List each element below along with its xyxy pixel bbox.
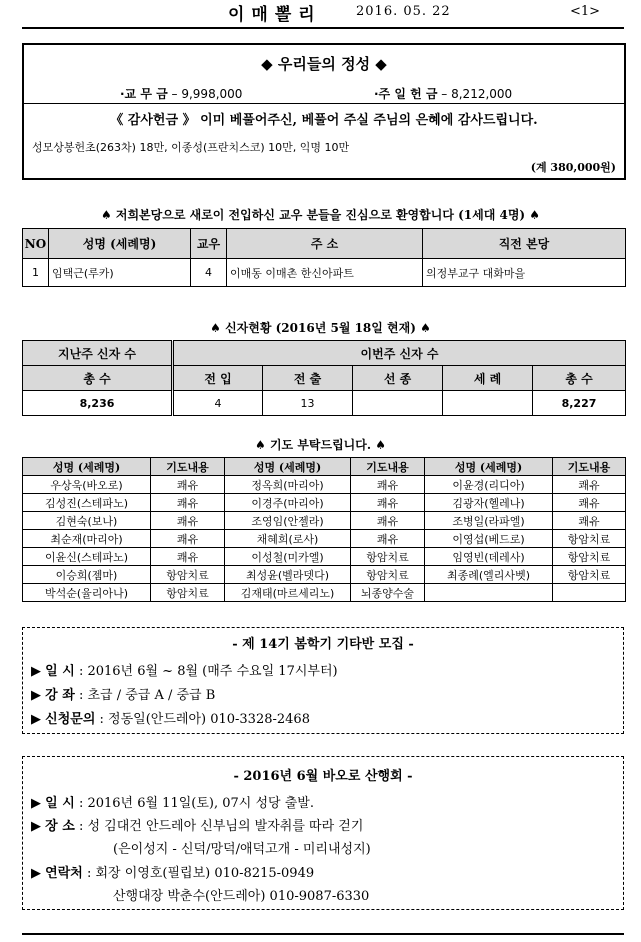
hiking-place-value: : 성 김대건 안드레아 신부님의 발자취를 따라 걷기	[78, 819, 364, 834]
prayer-name-cell: 조병일(라파엘)	[425, 512, 553, 530]
prayer-content-cell: 쾌유	[151, 530, 225, 548]
prayer-name-cell: 이성철(미카엘)	[225, 548, 351, 566]
believers-title: ♠ 신자현황 (2016년 5월 18일 현재) ♠	[210, 321, 431, 335]
prayer-name-cell: 김광자(헬레나)	[425, 494, 553, 512]
triangle-icon: ▶	[31, 712, 41, 727]
prayer-title: ♠ 기도 부탁드립니다. ♠	[255, 438, 386, 452]
cell-prev-parish: 의정부교구 대화마을	[423, 259, 626, 287]
cell-no: 1	[23, 259, 49, 287]
prayer-content-cell: 쾌유	[553, 512, 626, 530]
page-number: <1>	[570, 4, 601, 19]
prayer-content-cell: 쾌유	[553, 476, 626, 494]
hiking-date-label: 일 시	[45, 796, 75, 811]
col-no: NO	[23, 229, 49, 259]
prayer-content-cell: 항암치료	[151, 584, 225, 602]
offering-total: (계 380,000원)	[530, 161, 616, 174]
cell-name: 임택근(루카)	[49, 259, 191, 287]
sunday-offering-value: – 8,212,000	[441, 87, 513, 101]
prayer-name-cell: 우상욱(바오로)	[23, 476, 151, 494]
guitar-date-value: : 2016년 6월 ~ 8월 (매주 수요일 17시부터)	[78, 664, 338, 679]
transfer-in-value: 4	[173, 391, 263, 416]
sunday-offering-line	[374, 85, 512, 102]
deceased-value	[353, 391, 443, 416]
prayer-name-cell: 박석순(율리아나)	[23, 584, 151, 602]
this-total-value: 8,227	[533, 391, 626, 416]
last-total-header: 총 수	[23, 366, 173, 391]
guitar-apply-row	[31, 708, 310, 727]
table-row	[23, 584, 626, 602]
prayer-content-cell: 뇌종양수술	[351, 584, 425, 602]
prayer-name-cell	[425, 584, 553, 602]
prayer-content-cell: 항암치료	[151, 566, 225, 584]
tithe-line	[120, 85, 242, 102]
transfer-in-header: 전 입	[173, 366, 263, 391]
cell-address: 이매동 이매촌 한신아파트	[227, 259, 423, 287]
table-row	[23, 494, 626, 512]
hiking-notice-box	[22, 756, 624, 910]
table-header-row	[23, 458, 626, 476]
triangle-icon: ▶	[31, 819, 41, 834]
prayer-name-cell: 이영섭(베드로)	[425, 530, 553, 548]
prayer-name-cell: 이윤신(스테파노)	[23, 548, 151, 566]
table-row	[23, 476, 626, 494]
prayer-name-cell: 이윤경(리디아)	[425, 476, 553, 494]
table-row	[23, 530, 626, 548]
prayer-content-cell: 항암치료	[553, 530, 626, 548]
prayer-content-cell: 항암치료	[553, 566, 626, 584]
prayer-content-cell: 항암치료	[553, 548, 626, 566]
transfer-out-header: 전 출	[263, 366, 353, 391]
prayer-name-cell: 조영임(안젤라)	[225, 512, 351, 530]
prayer-content-cell: 쾌유	[351, 530, 425, 548]
hiking-contact-label: 연락처	[45, 866, 83, 881]
guitar-title: - 제 14기 봄학기 기타반 모집 -	[232, 637, 414, 652]
bulletin-date: 2016. 05. 22	[356, 4, 451, 19]
transfer-out-value: 13	[263, 391, 353, 416]
table-row	[23, 259, 626, 287]
cell-members: 4	[191, 259, 227, 287]
believers-table	[22, 340, 626, 416]
col-name-3: 성명 (세례명)	[425, 458, 553, 476]
guitar-date-label: 일 시	[45, 664, 75, 679]
this-total-header: 총 수	[533, 366, 626, 391]
col-prev-parish: 직전 본당	[423, 229, 626, 259]
last-week-header: 지난주 신자 수	[23, 341, 173, 366]
col-name-1: 성명 (세례명)	[23, 458, 151, 476]
prayer-content-cell	[553, 584, 626, 602]
sunday-offering-label: ·주 일 헌 금	[374, 87, 438, 101]
table-row	[23, 512, 626, 530]
col-prayer-1: 기도내용	[151, 458, 225, 476]
col-name-2: 성명 (세례명)	[225, 458, 351, 476]
prayer-content-cell: 쾌유	[351, 476, 425, 494]
triangle-icon: ▶	[31, 866, 41, 881]
prayer-name-cell: 최종례(엘리사벳)	[425, 566, 553, 584]
table-row	[23, 391, 626, 416]
triangle-icon: ▶	[31, 664, 41, 679]
hiking-place-label: 장 소	[45, 819, 75, 834]
hiking-date-value: : 2016년 6월 11일(토), 07시 성당 출발.	[78, 796, 314, 811]
hiking-place-row	[31, 815, 363, 834]
col-members: 교우	[191, 229, 227, 259]
prayer-name-cell: 이경주(마리아)	[225, 494, 351, 512]
prayer-name-cell: 최성윤(벨라뎃다)	[225, 566, 351, 584]
bulletin-title: 이매뽈리	[228, 5, 322, 25]
baptism-header: 세 례	[443, 366, 533, 391]
tithe-label: ·교 무 금	[120, 87, 168, 101]
prayer-name-cell: 김성진(스테파노)	[23, 494, 151, 512]
guitar-apply-value: : 정동일(안드레아) 010-3328-2468	[99, 712, 310, 727]
hiking-title: - 2016년 6월 바오로 산행회 -	[233, 769, 413, 784]
prayer-content-cell: 항암치료	[351, 566, 425, 584]
tithe-value: – 9,998,000	[171, 87, 243, 101]
header-rule	[22, 27, 624, 29]
prayer-name-cell: 임영빈(데레사)	[425, 548, 553, 566]
prayer-content-cell: 항암치료	[351, 548, 425, 566]
prayer-content-cell: 쾌유	[151, 512, 225, 530]
triangle-icon: ▶	[31, 688, 41, 703]
prayer-name-cell: 김현숙(보나)	[23, 512, 151, 530]
guitar-course-label: 강 좌	[45, 688, 75, 703]
hiking-contact-value-2: 산행대장 박춘수(안드레아) 010-9087-6330	[113, 889, 370, 904]
prayer-name-cell: 이승희(젬마)	[23, 566, 151, 584]
table-row	[23, 548, 626, 566]
prayer-content-cell: 쾌유	[151, 494, 225, 512]
guitar-apply-label: 신청문의	[45, 712, 96, 727]
hiking-contact-row	[31, 862, 314, 881]
welcome-title: ♠ 저희본당으로 새로이 전입하신 교우 분들을 진심으로 환영합니다 (1세대 4명) ♠	[100, 208, 541, 222]
guitar-course-row	[31, 684, 215, 703]
prayer-name-cell: 채혜희(로사)	[225, 530, 351, 548]
guitar-course-value: : 초급 / 중급 A / 중급 B	[78, 688, 216, 703]
welcome-table	[22, 228, 626, 287]
hiking-contact-value: : 회장 이영호(필립보) 010-8215-0949	[86, 866, 315, 881]
table-header-row	[23, 341, 626, 366]
prayer-content-cell: 쾌유	[351, 512, 425, 530]
prayer-name-cell: 김재태(마르세리노)	[225, 584, 351, 602]
table-row	[23, 566, 626, 584]
prayer-content-cell: 쾌유	[151, 548, 225, 566]
prayer-table	[22, 457, 626, 602]
offering-box	[22, 43, 626, 180]
table-header-row	[23, 366, 626, 391]
triangle-icon: ▶	[31, 796, 41, 811]
hiking-place-detail: (은이성지 - 신덕/망덕/애덕고개 - 미리내성지)	[113, 842, 371, 857]
prayer-content-cell: 쾌유	[553, 494, 626, 512]
this-week-header: 이번주 신자 수	[173, 341, 626, 366]
guitar-notice-box	[22, 627, 624, 734]
footer-rule	[22, 933, 624, 935]
prayer-content-cell: 쾌유	[351, 494, 425, 512]
table-header-row	[23, 229, 626, 259]
deceased-header: 선 종	[353, 366, 443, 391]
prayer-name-cell: 정옥희(마리아)	[225, 476, 351, 494]
col-prayer-2: 기도내용	[351, 458, 425, 476]
last-total-value: 8,236	[23, 391, 173, 416]
hiking-date-row	[31, 792, 314, 811]
col-name: 성명 (세례명)	[49, 229, 191, 259]
prayer-name-cell: 최순재(마리아)	[23, 530, 151, 548]
offering-title: ◆ 우리들의 정성 ◆	[261, 55, 387, 73]
col-prayer-3: 기도내용	[553, 458, 626, 476]
donor-names: 성모상봉헌초(263차) 18만, 이종성(프란치스코) 10만, 익명 10만	[32, 141, 350, 154]
offering-divider	[24, 103, 624, 104]
prayer-content-cell: 쾌유	[151, 476, 225, 494]
col-address: 주 소	[227, 229, 423, 259]
baptism-value	[443, 391, 533, 416]
guitar-date-row	[31, 660, 338, 679]
thanks-heading: 《 감사헌금 》 이미 베풀어주신, 베풀어 주실 주님의 은혜에 감사드립니다.	[110, 113, 538, 128]
